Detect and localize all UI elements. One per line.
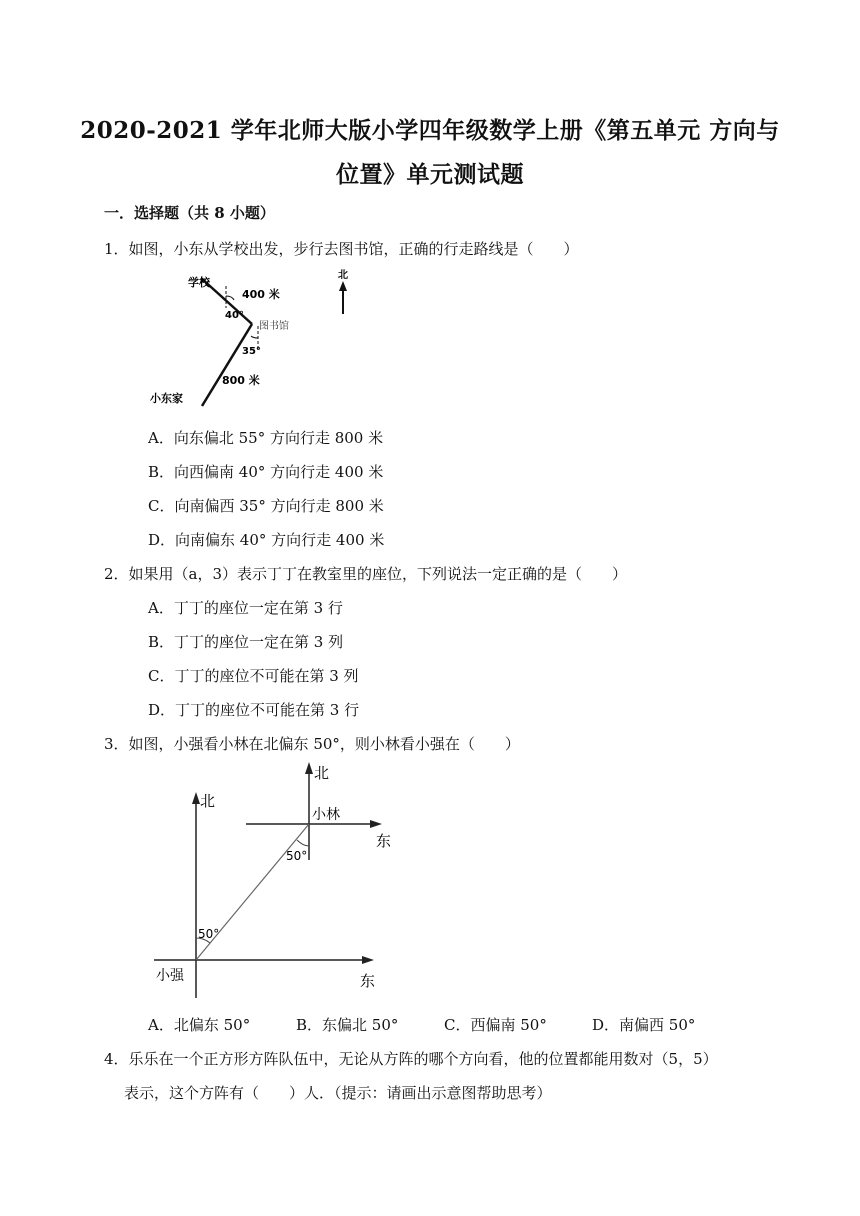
question-1-option-a: A．向东偏北 55° 方向行走 800 米 <box>148 429 384 447</box>
question-1-figure <box>150 266 380 416</box>
question-1-option-b: B．向西偏南 40° 方向行走 400 米 <box>148 463 384 481</box>
xiaolin-label: 小林 <box>312 807 340 823</box>
north-right-label: 北 <box>314 764 330 782</box>
angle-35-label: 35° <box>242 346 261 357</box>
school-label: 学校 <box>188 276 210 289</box>
library-label: 图书馆 <box>259 321 289 332</box>
question-3-option-c: C．西偏南 50° <box>444 1016 547 1034</box>
angle-top-label: 50° <box>286 849 308 863</box>
question-3-option-a: A．北偏东 50° <box>148 1016 251 1034</box>
question-4-line-2: 表示，这个方阵有（ ）人．（提示：请画出示意图帮助思考） <box>124 1084 552 1102</box>
section-heading: 一．选择题（共 8 小题） <box>104 204 275 222</box>
distance-400-label: 400 米 <box>242 288 280 301</box>
east-top-label: 东 <box>376 832 392 850</box>
angle-bottom-label: 50° <box>198 927 220 941</box>
question-2-option-b: B．丁丁的座位一定在第 3 列 <box>148 633 344 651</box>
question-2-option-c: C．丁丁的座位不可能在第 3 列 <box>148 667 359 685</box>
question-1-option-d: D．向南偏东 40° 方向行走 400 米 <box>148 531 385 549</box>
question-3-figure <box>148 758 398 1003</box>
distance-800-label: 800 米 <box>222 374 260 387</box>
xiaoqiang-label: 小强 <box>156 968 184 984</box>
home-label: 小东家 <box>150 392 183 405</box>
angle-40-label: 40° <box>225 310 244 321</box>
north-label: 北 <box>338 270 348 281</box>
page-title-line-2: 位置》单元测试题 <box>336 161 524 188</box>
question-3-option-d: D．南偏西 50° <box>592 1016 696 1034</box>
question-1-stem: 1．如图，小东从学校出发，步行去图书馆，正确的行走路线是（ ） <box>104 240 579 258</box>
question-4-line-1: 4．乐乐在一个正方形方阵队伍中，无论从方阵的哪个方向看，他的位置都能用数对（5，5） <box>104 1050 718 1068</box>
east-bottom-label: 东 <box>360 972 376 990</box>
north-left-label: 北 <box>200 792 216 810</box>
question-2-option-a: A．丁丁的座位一定在第 3 行 <box>148 599 343 617</box>
question-2-option-d: D．丁丁的座位不可能在第 3 行 <box>148 701 360 719</box>
question-1-option-c: C．向南偏西 35° 方向行走 800 米 <box>148 497 384 515</box>
question-3-option-b: B．东偏北 50° <box>296 1016 399 1034</box>
page-title-line-1: 2020-2021 学年北师大版小学四年级数学上册《第五单元 方向与 <box>80 117 780 144</box>
question-2-stem: 2．如果用（a，3）表示丁丁在教室里的座位，下列说法一定正确的是（ ） <box>104 565 628 583</box>
question-3-stem: 3．如图，小强看小林在北偏东 50°，则小林看小强在（ ） <box>104 735 520 753</box>
